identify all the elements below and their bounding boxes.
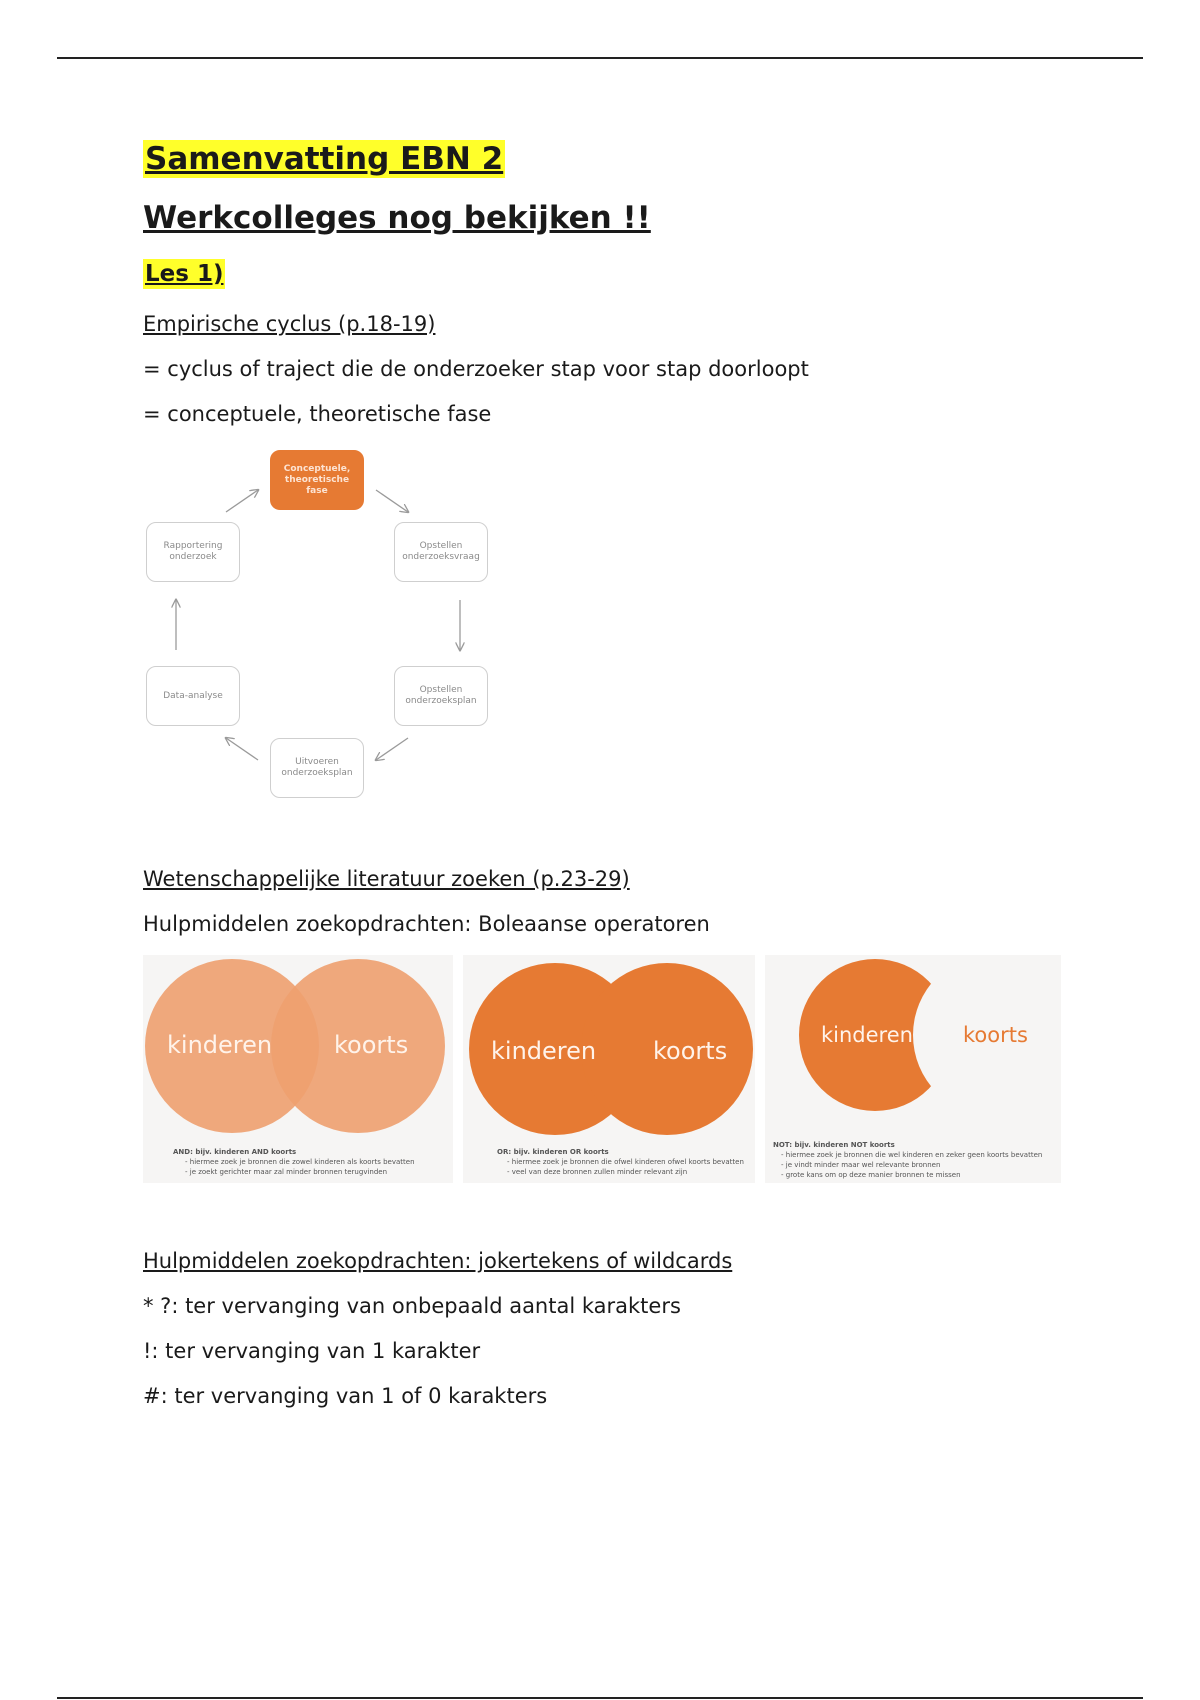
section-heading-literatuur-zoeken: Wetenschappelijke literatuur zoeken (p.23-29) xyxy=(143,867,630,891)
venn-note-line: - grote kans om op deze manier bronnen te missen xyxy=(781,1171,961,1179)
venn-panel-not xyxy=(765,955,1061,1183)
venn-panel-and xyxy=(143,955,453,1183)
document-subtitle: Werkcolleges nog bekijken !! xyxy=(143,200,651,236)
cycle-step-opstellen-onderzoeksvraag: Opstellen onderzoeksvraag xyxy=(394,522,488,582)
venn-label-koorts: koorts xyxy=(963,1023,1028,1047)
venn-note-line: - hiermee zoek je bronnen die ofwel kinderen ofwel koorts bevatten xyxy=(507,1158,744,1166)
arrow xyxy=(226,490,258,512)
paragraph: * ?: ter vervanging van onbepaald aantal karakters xyxy=(143,1294,681,1318)
venn-panel-or xyxy=(463,955,755,1183)
venn-note-title: OR: bijv. kinderen OR koorts xyxy=(497,1148,609,1156)
venn-note-title: AND: bijv. kinderen AND koorts xyxy=(173,1148,297,1156)
document-title: Samenvatting EBN 2 xyxy=(145,141,504,177)
cycle-step-conceptuele-fase: Conceptuele, theoretische fase xyxy=(270,450,364,510)
top-rule xyxy=(57,57,1143,59)
bottom-rule xyxy=(57,1697,1143,1699)
venn-label-kinderen: kinderen xyxy=(491,1037,597,1065)
venn-note-line: - hiermee zoek je bronnen die wel kinderen en zeker geen koorts bevatten xyxy=(781,1151,1043,1159)
venn-note-title: NOT: bijv. kinderen NOT koorts xyxy=(773,1141,895,1149)
paragraph: !: ter vervanging van 1 karakter xyxy=(143,1339,481,1363)
venn-label-kinderen: kinderen xyxy=(821,1023,913,1047)
cycle-step-rapportering-onderzoek: Rapportering onderzoek xyxy=(146,522,240,582)
venn-label-koorts: koorts xyxy=(653,1037,728,1065)
cycle-step-data-analyse: Data-analyse xyxy=(146,666,240,726)
section-heading-empirische-cyclus: Empirische cyclus (p.18-19) xyxy=(143,312,436,336)
cycle-step-uitvoeren-onderzoeksplan: Uitvoeren onderzoeksplan xyxy=(270,738,364,798)
empirical-cycle-diagram xyxy=(143,448,493,800)
paragraph: = cyclus of traject die de onderzoeker stap voor stap doorloopt xyxy=(143,357,809,381)
paragraph: Hulpmiddelen zoekopdrachten: Boleaanse operatoren xyxy=(143,912,710,936)
boolean-operators-figure xyxy=(143,955,1063,1183)
paragraph: = conceptuele, theoretische fase xyxy=(143,402,492,426)
paragraph: #: ter vervanging van 1 of 0 karakters xyxy=(143,1384,548,1408)
venn-label-koorts: koorts xyxy=(334,1031,409,1059)
venn-note-line: - je zoekt gerichter maar zal minder bronnen terugvinden xyxy=(185,1168,388,1176)
venn-note-line: - veel van deze bronnen zullen minder relevant zijn xyxy=(507,1168,688,1176)
venn-note-line: - hiermee zoek je bronnen die zowel kinderen als koorts bevatten xyxy=(185,1158,415,1166)
cycle-step-opstellen-onderzoeksplan: Opstellen onderzoeksplan xyxy=(394,666,488,726)
venn-label-kinderen: kinderen xyxy=(167,1031,273,1059)
venn-note-line: - je vindt minder maar wel relevante bronnen xyxy=(781,1161,941,1169)
arrow xyxy=(376,738,408,760)
arrow xyxy=(376,490,408,512)
lesson-heading: Les 1) xyxy=(145,261,224,287)
arrow xyxy=(226,738,258,760)
section-heading-wildcards: Hulpmiddelen zoekopdrachten: jokertekens of wildcards xyxy=(143,1249,733,1273)
